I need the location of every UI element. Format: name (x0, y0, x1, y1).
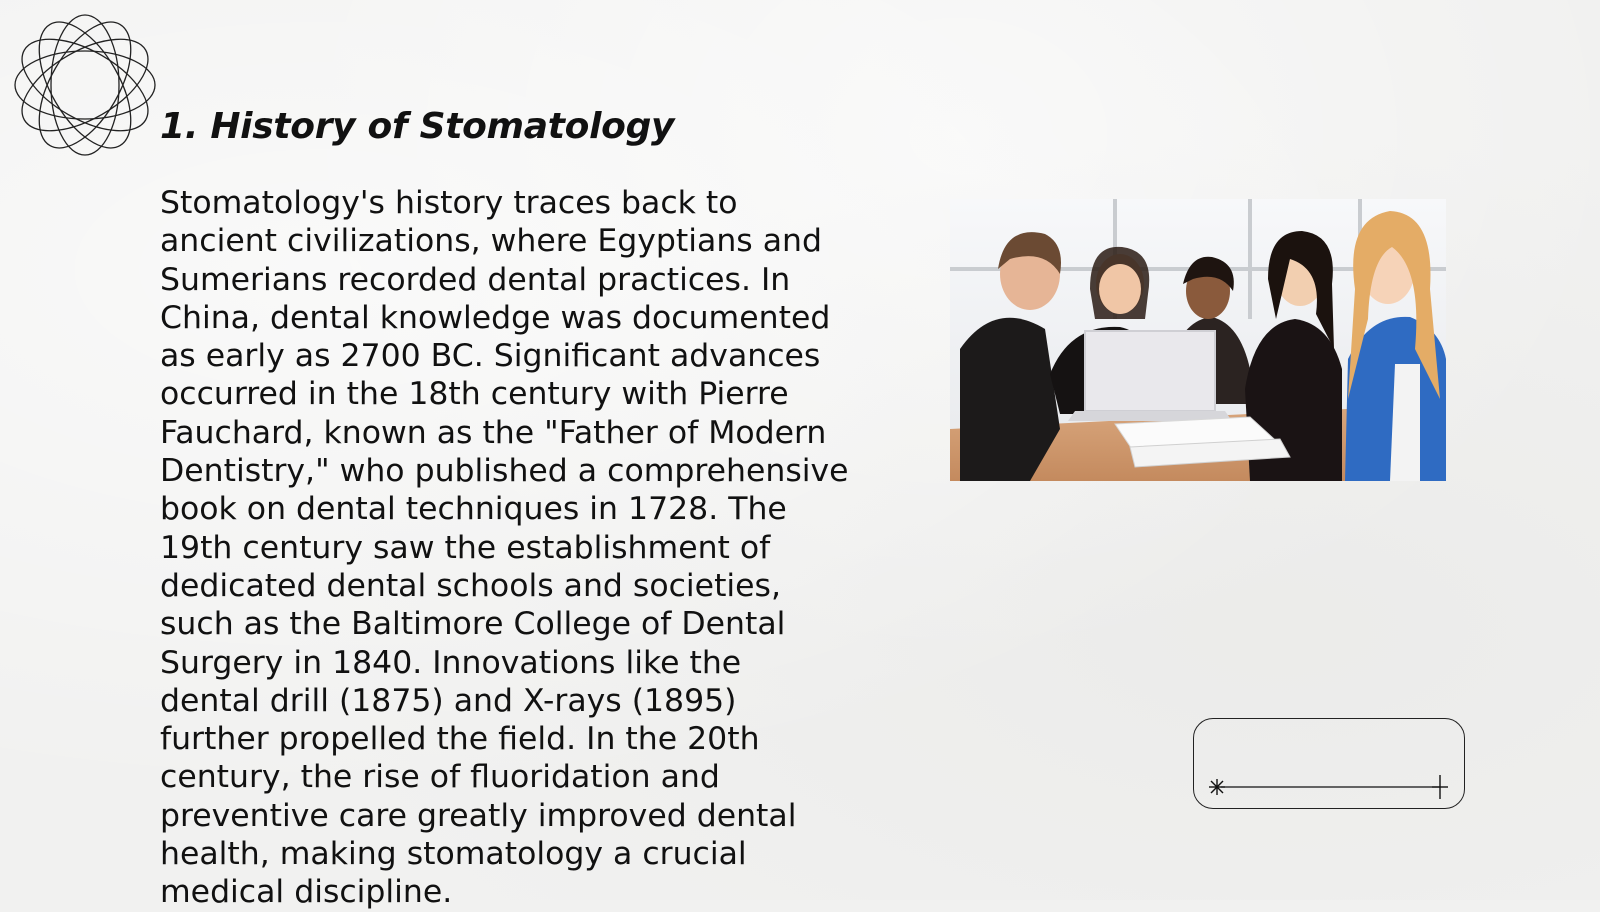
orbit-rings-icon (12, 12, 158, 158)
caption-frame (1193, 718, 1465, 809)
slide-title: 1. History of Stomatology (160, 106, 675, 147)
cross-star-icon (1432, 775, 1448, 799)
body-paragraph: Stomatology's history traces back to ancient civilizations, where Egyptians and Sumerians recorded dental practices. In China, dental knowledge was documented as early as 2700 BC. Significant advances occurred in the 18th century with Pierre Fauchard, known as the "Father of Modern Dentistry," who published a comprehensive book on dental techniques in 1728. The 19th century saw the establishment of dedicated dental schools and societies, such as the Baltimore College of Dental Surgery in 1840. Innovations like the dental drill (1875) and X-rays (1895) further propelled the field. In the 20th century, the rise of fluoridation and preventive care greatly improved dental health, making stomatology a crucial medical discipline. (160, 185, 849, 911)
students-photo (950, 199, 1446, 481)
